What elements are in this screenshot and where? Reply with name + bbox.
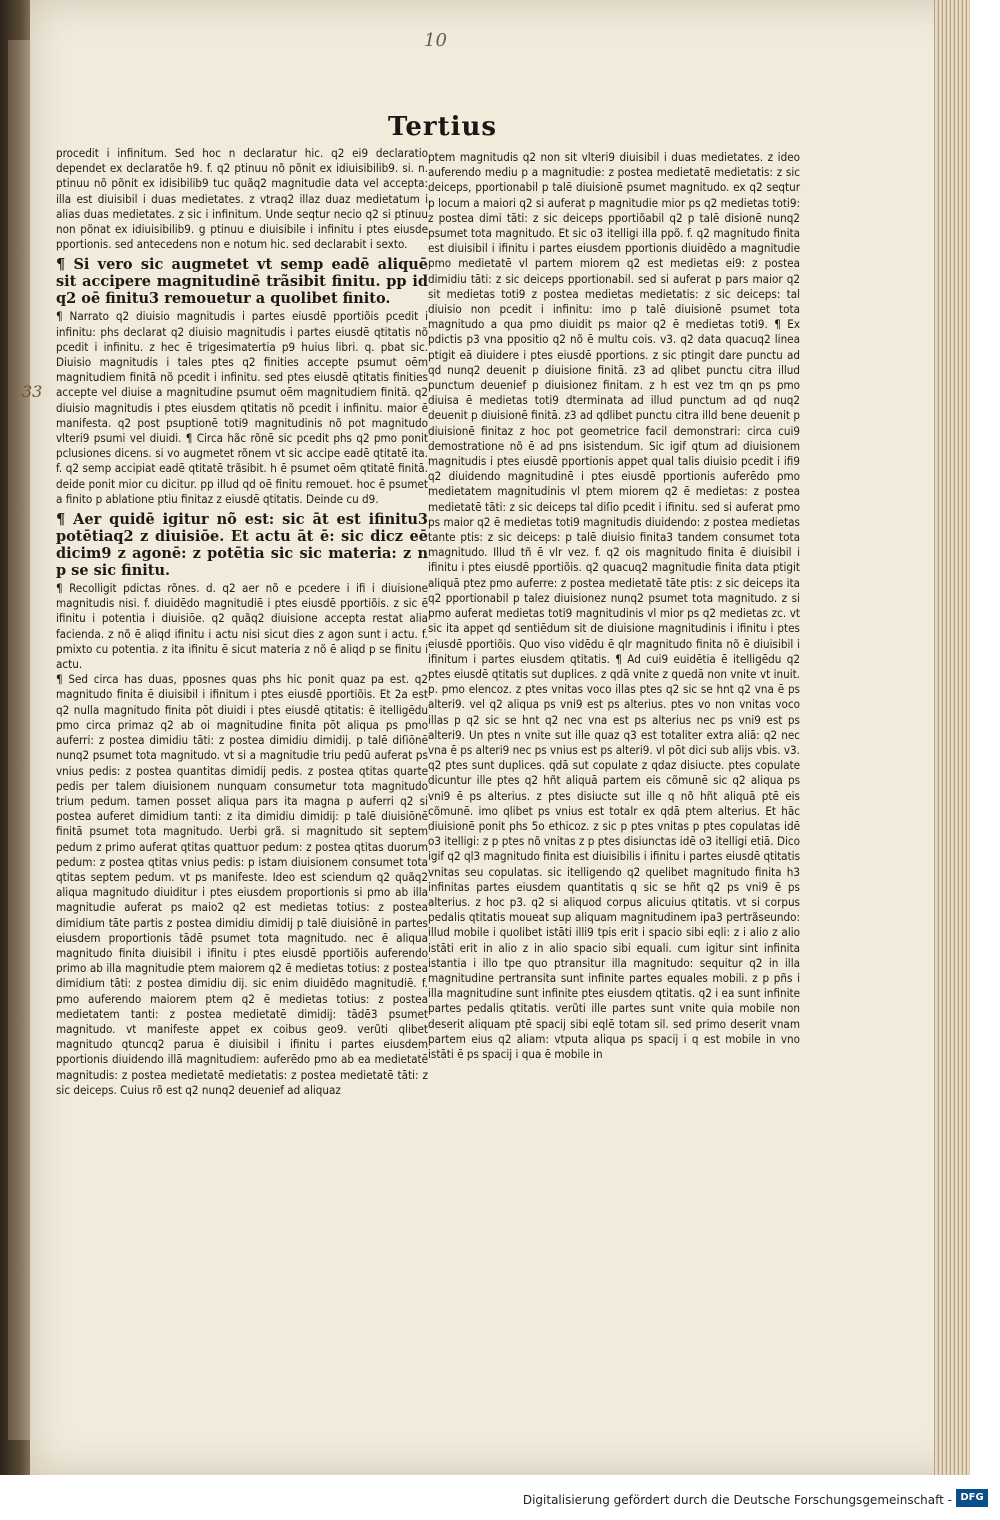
right-column xyxy=(428,150,800,1062)
lemma-heading: ¶ Aer quidē igitur nõ est: sic āt est ifinitu3 potētiaq2 z diuisiōe. Et actu āt ē: sic dicz eē dicim9 z agonē: z potētia sic sic materia: z n p se sic finitu. xyxy=(56,511,428,580)
running-head: Tertius xyxy=(388,112,498,142)
paragraph: ¶ Sed circa has duas, pposnes quas phs hic ponit quaz pa est. q2 magnitudo finita ē diuisibil i ifinitum i ptes eiusdē pportiõis. Et 2a est q2 nulla magnitudo finita pōt diuidi i ptes eiusdē qtitatis: ē itelligēdu pmo circa primaz q2 ab oi magnitudine finita pōt aliqua ps pmo auferri: z postea dimidiu tāti: z postea dimidiu dimidij. p talē diſiōnē nunq2 psumet tota magnitudo. vt si a magnitudie triu pedū auferat ps vnius pedis: z postea quantitas dimidij pedis. z postea qtitas quarte pedis per talem diuisionem nunquam consumetur tota magnitudo trium pedum. tamen posset aliqua pars ita magna p auferri q2 si postea auferet dimidium tanti: z ita dimidiu dimidij: p talē diuisiōnē finitā psumet tota magnitudo. Uerbi grã. si magnitudo sit septem pedum z primo auferat qtitas quattuor pedum: z postea qtitas duorum pedum: z postea qtitas vnius pedis: p istam diuisionem consumet tota qtitas septem pedum. vt ps manifeste. Ideo est sciendum q2 quãq2 aliqua magnitudo diuiditur i ptes eiusdem proportionis si pmo ab illa magnitudie auferat ps maio2 q2 est medietas totius: z postea dimidium tāte partis z postea dimidiu dimidij p talē diuisiōnē in partes eiusdem proportionis tādē psumet tota magnitudo. nec ē aliqua magnitudo finita diuisibil i ifinitu i ptes eiusdē pportiõis auferendo primo ab illa magnitudie ptem maiorem q2 ē medietas totius: z postea dimidium tāti: z postea dimidiu dij. sic enim diuidēdo magnitudiē. f. pmo auferendo maiorem ptem q2 ē medietas totius: z postea medietatem tanti: z postea medietatē dimidij: tādē3 psumet magnitudo. vt manifeste appet ex coibus geo9. verũti qlibet magnitudo qtuncq2 parua ē diuisibil i ifinitu i partes eiusdem pportionis diuidendo illā magnitudiem: auferēdo pmo ab ea medietatē magnitudis: z postea medietatē medietatis: z postea medietatē tāti: z sic deiceps. Cuius rõ est q2 nunq2 deuenief ad aliquaz xyxy=(56,672,428,1097)
digitization-note: Digitalisierung gefördert durch die Deutsche Forschungsgemeinschaft - xyxy=(522,1493,952,1507)
lemma-heading: ¶ Si vero sic augmetet vt semp eadē aliquē sit accipere magnitudinē trãsibit finitu. pp id q2 oē finitu3 remouetur a quolibet finito. xyxy=(56,256,428,308)
margin-note: 33 xyxy=(22,382,43,401)
left-column xyxy=(56,146,428,1098)
page-edge xyxy=(934,0,970,1475)
paragraph: ¶ Recolligit pdictas rõnes. d. q2 aer nõ e pcedere i ifi i diuisione magnitudis nisi. f. diuidēdo magnitudiē i ptes eiusdē pportiõis. z sic ē ifinitu i potentia i diuisiōe. q2 quãq2 diuisione accepta restat alia facienda. z nõ ē aliqd ifinitu i actu nisi sicut dies z agon sunt i actu. f. pmixto cu potentia. z ita ifinitu ē sicut materia z nõ ē aliqd p se finitu i actu. xyxy=(56,581,428,672)
footer-bar xyxy=(0,1475,1000,1520)
paragraph: ptem magnitudis q2 non sit vlteri9 diuisibil i duas medietates. z ideo auferendo mediu p a magnitudie: z postea medietatē medietatis: z sic deiceps, pportionabil p talē diuisionē psumet magnitudo. ex q2 seqtur p locum a maiori q2 si auferat p magnitudie mior ps q2 medietas toti9: z postea dimi tāti: z sic deiceps pportiõabil q2 p talē disionē nunq2 psumet tota magnitudo. Et sic o3 itelligi illa ppõ. f. q2 magnitudo finita est diuisibil i ifinitu i partes eiusdem pportionis diuidēdo a magnitudie pmo medietatē vl partem miorem q2 est medietas ei9: z postea dimidiu tāti: z sic deiceps pportionabil. sed si auferat p pars maior q2 sit medietas toti9 z postea medietas medietatis: z sic deiceps: tal diuisio non pcedit i infinitu: imo p talē diuisionē psumet tota magnitudo a qua pmo diuidit ps maior q2 ē medietas toti9. ¶ Ex pdictis p3 vna ppositio q2 nõ ē multu cois. v3. q2 data quacuq2 linea ptigit eā diuidere i ptes eiusdē pportions. z sic ptingit dare punctu ad qd nunq2 deuenit p diuisione finitā. z3 ad qlibet punctu citra illud punctum deuenief p diuisionez finitam. z h est vez tm qn ps pmo diuisa ē medietas toti9 dterminata ad illud punctum ad qd nuq2 deuenit p diuisionē finitā. z3 ad qdlibet punctu citra illd bene deuenit p diuisionē finitaz z hoc pot geometrice facil demonstrari: circa cui9 demostratione nõ ē ad pns isistendum. Sic igif qtum ad diuisionem magnitudis i ptes eiusdē pportionis appet qual talis diuisio pcedit i ifi9 q2 diuidendo magnitudinē i ptes eiusdē pportionis auferēdo pmo medietatem magnitudinis vl ptem miorem q2 ē medietas: z postea medietatē tāti: z sic deiceps tal diſio pcedit i ifinitu. sed si auferat pmo ps maior q2 ē medietas toti9 magnitudis diuidendo: z postea medietas tante ptis: z sic deiceps: p talē diuisio finita3 tandem consumet tota magnitudo. Illud tñ ē vlr vez. f. q2 ois magnitudo finita ē diuisibil i ifinitu i ptes eiusdē pportiõis. q2 quacuq2 magnitudie finita data ptigit aliquā ptez pmo auferre: z postea medietatē tāte ptis: z sic deiceps ita q2 pportionabil p talez diuisionez nunq2 psumet tota magnitudo. z si pmo auferat medietas toti9 magnitudinis vl mior ps q2 medietas zc. vt sic ita appet qd sentiēdum sit de diuisione magnitudinis i ifinitu i ptes eiusdē pportiõis. Quo viso vidēdu ē qlr magnitudo finita nõ ē diuisibil i ifinitum i partes eiusdem qtitatis. ¶ Ad cui9 euidētia ē itelligēdu q2 ptes eiusdē qtitatis sut duplices. z qdā vnite z quedā non vnite vt inuit. p. pmo elencoz. z ptes vnitas voco illas ptes q2 sic se hnt q2 vna ē ps alteri9. vel q2 aliqua ps vni9 est ps alterius. ptes vo non vnitas voco illas p q2 sic se hnt q2 nec vna est ps alterius nec ps vni9 est ps alteri9. Un ptes n vnite sut ille quaz q3 est totaliter extra aliā: q2 nec vna ē ps alteri9 nec ps vnius est ps alteri9. vl pōt dici sub alijs vbis. v3. q2 ptes sunt duplices. qdā sut copulate z qdaz disiucte. ptes copulate dicuntur ille ptes q2 hñt aliquā partem eis cõmunē sic q2 aliqua ps vni9 ē ps alterius. z ptes disiucte sut ille q nõ hñt aliquā ptē eis cõmunē. imo qlibet ps vnius est totalr ex qdā ptem alterius. Et hāc diuisionē ponit phs 5o ethicoz. z sic p ptes vnitas p ptes copulatas idē o3 itelligi: z p ptes nõ vnitas z p ptes disiunctas idē o3 itelligi etiā. Dico igif q2 ql3 magnitudo finita est diuisibilis i ifinitu i partes eiusdē qtitatis vnitas seu copulatas. sic itelligendo q2 quelibet magnitudo finita h3 infinitas partes eiusdem quantitatis q sic se hñt q2 ps vni9 ē ps alterius. z hoc p3. q2 si aliquod corpus alicuius qtitatis. vt si corpus pedalis qtitatis moueat sup aliquam magnitudinem ipa3 pertrãseundo: illud mobile i quolibet istāti illi9 tpis erit i spacio sibi eqli: z i alio z alio istāti erit in alio z in alio spacio sibi equali. cum igitur sint infinita istantia i illo tpe quo ptransitur illa magnitudo: sequitur q2 in illa magnitudine pertransita sunt infinite partes equales mobili. z p pñs i illa magnitudine sunt infinite ptes eiusdem qtitatis. q2 i ea sunt infinite partes pedalis qtitatis. verũti ille partes sunt vnite quia mobile non deserit aliquam ptē spacij sibi eqlē totam sil. sed primo deserit vnam partem eius q2 aliam: vtputa aliqua ps spacij i q est mobile in vno istāti ē ps spacij i qua ē mobile in xyxy=(428,150,800,1061)
paragraph: ¶ Narrato q2 diuisio magnitudis i partes eiusdē pportiõis pcedit i infinitu: phs declarat q2 diuisio magnitudis i partes eiusdē qtitatis nõ pcedit i infinitu. z hec ē trigesimatertia p9 huius libri. q. pbat sic. Diuisio magnitudis i tales ptes q2 finities accepte psumut oēm magnitudiem finitā nõ pcedit i infinitu. sed ptes eiusdē qtitatis finities accepte vel diuise a magnitudine psumut oēm magnitudiem finitā. q2 diuisio magnitudis i ptes eiusdem qtitatis nõ pcedit i infinitu. maior ē manifesta. q2 post psuptionē toti9 magnitudinis nõ pot magnitudo vlteri9 psumi vel diuidi. ¶ Circa hãc rõnē sic pcedit phs q2 pmo ponit pclusiones dicens. si vo augmetet rõnem vt sic accipe eadē qtitatē ita. f. q2 semp accipiat eadē qtitatē trãsibit. h ē psumet oēm qtitatē finitā. deide ponit mior cu dicitur. pp illud qd oē finitu remouet. hoc ē psumet a finito p ablatione ptiu finitaz z eiusdē qtitatis. Deinde cu d9. xyxy=(56,309,428,506)
paragraph: procedit i infinitum. Sed hoc n declaratur hic. q2 ei9 declaratio dependet ex declaratõe h9. f. q2 ptinuu nõ põnit ex idiuisibilib9. si. n. ptinuu nõ põnit ex idisibilib9 tuc quãq2 magnitudie data vel accepta: illa est diuisibil i duas medietates. z vtraq2 illaz duaz medietatum i alias duas medietates. z sic i infinitum. Unde seqtur necio q2 si ptinuu non põnat ex idiuisibilib9. g ptinuu e diuisibile i infinitu i ptes eiusde pportionis. sed antecedens non e notum hic. sed declarabit i sexto. xyxy=(56,146,428,252)
folio-mark: 10 xyxy=(424,30,447,51)
dfg-logo: DFG xyxy=(956,1489,988,1507)
